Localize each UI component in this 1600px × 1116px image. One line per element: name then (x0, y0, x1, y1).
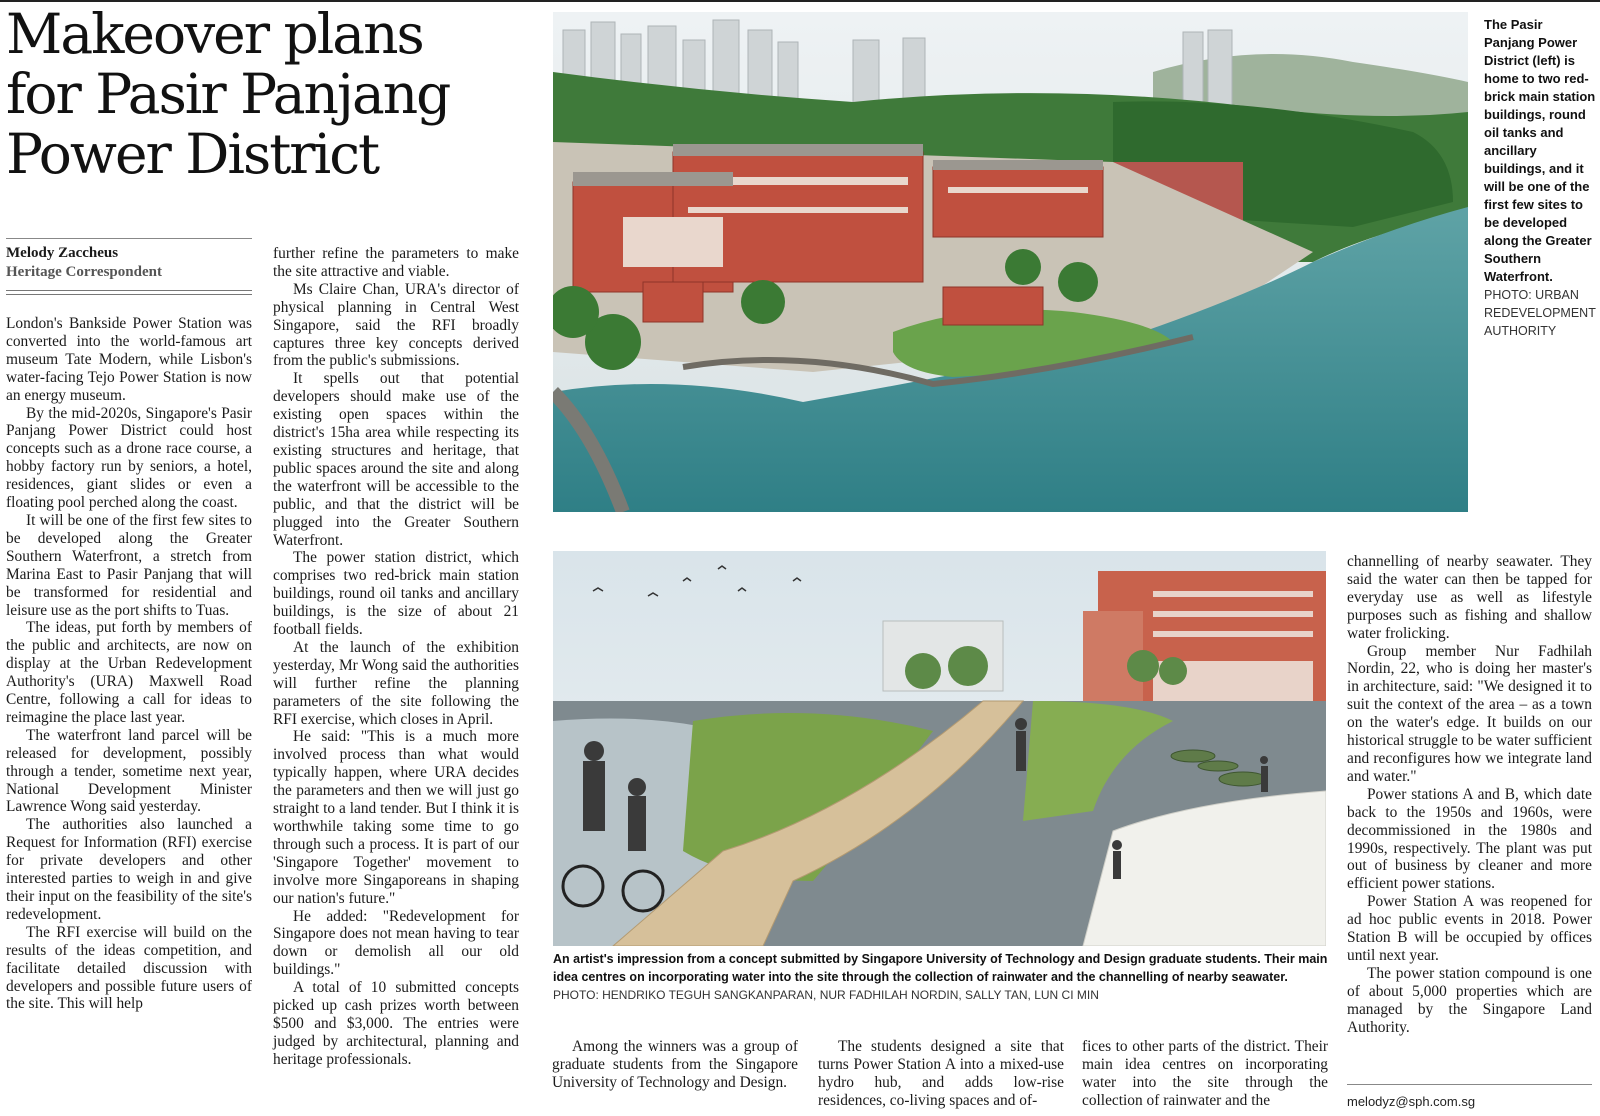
byline-rule (6, 290, 252, 295)
paragraph: The RFI exercise will build on the results of the ideas competition, and facilitate detailed discussion with developers and possible future users of the site. This will help (6, 923, 252, 1013)
paragraph: A total of 10 submitted concepts picked up cash prizes worth between $500 and $3,000. The entries were judged by architectural, planning and heritage professionals. (273, 979, 519, 1068)
body-column-5 (1082, 1038, 1328, 1110)
caption-text: An artist's impression from a concept submitted by Singapore University of Technology and Design graduate students. Their main idea centres on incorporating water into the site through the collection of rainwater and the channelling of nearby seawater. (553, 952, 1328, 984)
paragraph: The students designed a site that turns Power Station A into a mixed-use hydro hub, and adds low-rise residences, co-living spaces and of- (818, 1038, 1064, 1109)
paragraph: further refine the parameters to make the site attractive and viable. (273, 245, 519, 280)
photo-credit: PHOTO: URBAN REDEVELOPMENT AUTHORITY (1484, 288, 1596, 338)
paragraph: Among the winners was a group of graduate students from the Singapore University of Technology and Design. (552, 1038, 798, 1091)
aerial-photo (553, 12, 1468, 512)
aerial-photo-caption (1484, 16, 1596, 340)
author-role: Heritage Correspondent (6, 264, 162, 280)
byline (6, 238, 252, 295)
body-column-4 (818, 1038, 1064, 1110)
paragraph: Power Station A was reopened for ad hoc public events in 2018. Power Station B will be occupied by offices until next year. (1347, 893, 1592, 964)
paragraph: Ms Claire Chan, URA's director of physical planning in Central West Singapore, said the RFI broadly captures three key concepts derived from the public's submissions. (273, 280, 519, 370)
paragraph: fices to other parts of the district. Their main idea centres on incorporating water into the site through the collection of rainwater and the (1082, 1038, 1328, 1109)
paragraph: He said: "This is a much more involved process than what would typically happen, where URA decides the parameters and then we will just go straight to a land tender. But I think it is worthwhile taking some time to go through such a process. It is part of our 'Singapore Together' movement to involve more Singaporeans in shaping our nation's future." (273, 728, 519, 907)
author-name: Melody Zaccheus (6, 245, 119, 261)
paragraph: The ideas, put forth by members of the public and architects, are now on display at the Urban Redevelopment Authority's (URA) Maxwell Road Centre, following a call for ideas to reimagine the place last year. (6, 619, 252, 726)
body-column-6 (1347, 553, 1592, 1036)
paragraph: By the mid-2020s, Singapore's Pasir Panjang Power District could host concepts such as a drone race course, a hobby factory run by seniors, a hotel, residences, giant slides or even a floating pool perched along the coast. (6, 404, 252, 512)
paragraph: channelling of nearby seawater. They said the water can then be tapped for everyday use as well as lifestyle purposes such as fishing and shallow water frolicking. (1347, 553, 1592, 642)
paragraph: At the launch of the exhibition yesterday, Mr Wong said the authorities will further refine the planning parameters of the site following the RFI exercise, which closes in April. (273, 638, 519, 728)
caption-text: The Pasir Panjang Power District (left) is home to two red-brick main station buildings, round oil tanks and ancillary buildings, and it will be one of the first few sites to be developed along the Greater Southern Waterfront. (1484, 17, 1596, 284)
paragraph: Group member Nur Fadhilah Nordin, 22, who is doing her master's in architecture, said: "We designed it to suit the context of the area – as a town on the water's edge. It builds on our historical struggle to be water sufficient and reconfigures how we integrate land and water." (1347, 642, 1592, 785)
paragraph: The authorities also launched a Request for Information (RFI) exercise for private developers and other interested parties to weigh in and give their input on the feasibility of the site's redevelopment. (6, 816, 252, 923)
paragraph: The waterfront land parcel will be released for development, possibly through a tender, sometime next year, National Development Minister Lawrence Wong said yesterday. (6, 726, 252, 816)
paragraph: It spells out that potential developers should make use of the existing open spaces within the district's 15ha area while respecting its existing structures and heritage, that public spaces around the site and along the waterfront will be accessible to the public, and that the district will be plugged into the Greater Southern Waterfront. (273, 370, 519, 549)
photo-credit: PHOTO: HENDRIKO TEGUH SANGKANPARAN, NUR FADHILAH NORDIN, SALLY TAN, LUN CI MIN (553, 988, 1099, 1002)
paragraph: Power stations A and B, which date back to the 1950s and 1960s, were decommissioned in the 1980s and 1990s, respectively. The plant was put out of business by cleaner and more efficient power stations. (1347, 785, 1592, 893)
aerial-photo-illustration (553, 12, 1468, 512)
author-email: melodyz@sph.com.sg (1347, 1094, 1476, 1109)
paragraph: It will be one of the first few sites to be developed along the Greater Southern Waterfront, a stretch from Marina East to Pasir Panjang that will be transformed for residential and leisure use as the port shifts to Tuas. (6, 511, 252, 619)
body-column-3 (552, 1038, 798, 1092)
headline: Makeover plans for Pasir Panjang Power District (6, 2, 450, 186)
concept-rendering (553, 551, 1326, 946)
body-column-2 (273, 245, 519, 1069)
email-rule (1347, 1084, 1592, 1085)
paragraph: London's Bankside Power Station was converted into the world-famous art museum Tate Modern, while Lisbon's water-facing Tejo Power Station is now an energy museum. (6, 315, 252, 404)
paragraph: He added: "Redevelopment for Singapore does not mean having to tear down or demolish all our old buildings." (273, 907, 519, 979)
body-column-1 (6, 315, 252, 1013)
concept-rendering-illustration (553, 551, 1326, 946)
paragraph: The power station district, which comprises two red-brick main station buildings, round oil tanks and ancillary buildings, is the size of about 21 football fields. (273, 549, 519, 639)
paragraph: The power station compound is one of about 5,000 properties which are managed by the Singapore Land Authority. (1347, 964, 1592, 1036)
concept-rendering-caption (553, 951, 1333, 1005)
